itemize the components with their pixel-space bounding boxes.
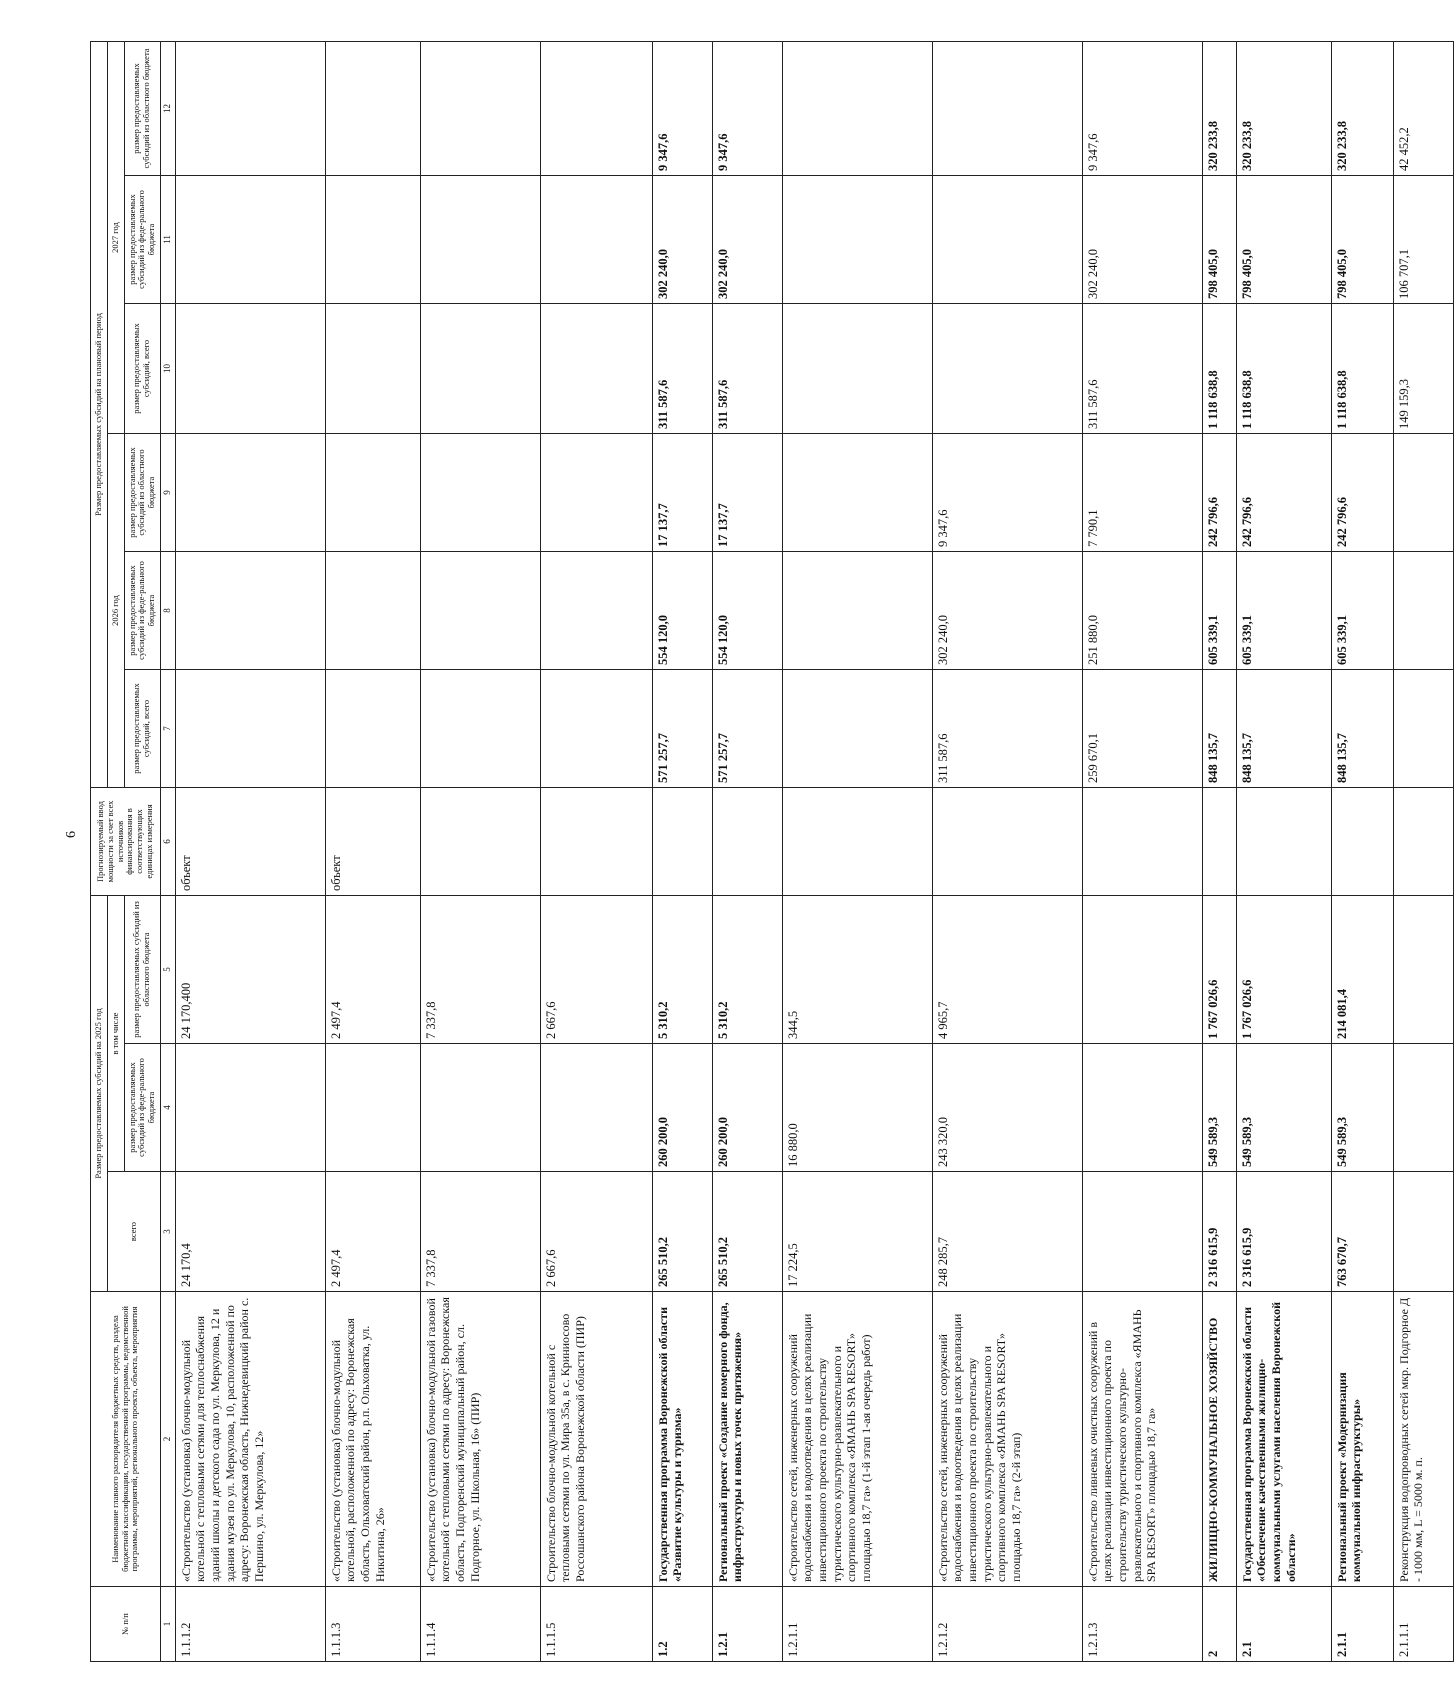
table-row xyxy=(420,41,540,1661)
value-cell: 214 081,4 xyxy=(1331,896,1393,1044)
table-row xyxy=(1331,41,1393,1661)
row-number-cell: 1.1.1.3 xyxy=(325,1587,420,1662)
value-cell: 2 316 615,9 xyxy=(1236,1172,1331,1292)
value-cell: 1 118 638,8 xyxy=(1331,304,1393,434)
value-cell: 311 587,6 xyxy=(652,304,712,434)
header-year-2026: 2026 год xyxy=(107,434,124,788)
table-row xyxy=(1082,41,1202,1661)
value-cell: 1 767 026,6 xyxy=(1236,896,1331,1044)
value-cell xyxy=(1202,788,1236,896)
value-cell xyxy=(1082,1172,1202,1292)
value-cell: 7 337,8 xyxy=(420,1172,540,1292)
table-row xyxy=(932,41,1082,1661)
value-cell: 554 120,0 xyxy=(652,552,712,670)
value-cell xyxy=(540,788,652,896)
value-cell xyxy=(1393,788,1453,896)
value-cell: 242 796,6 xyxy=(1331,434,1393,552)
value-cell xyxy=(540,434,652,552)
value-cell: 242 796,6 xyxy=(1202,434,1236,552)
value-cell xyxy=(1082,1044,1202,1172)
value-cell: 17 224,5 xyxy=(782,1172,932,1292)
row-name-cell: «Строительство сетей, инженерных сооружений водоснабжения и водоотведения в целях реализации инвестиционного проекта по строительству туристического культурно-развлекательного и спортивного комплекса «ЯМАНЬ SPA RESORT» площадью 18,7 га» (2-й этап) xyxy=(932,1292,1082,1587)
value-cell: 571 257,7 xyxy=(712,670,782,788)
table-row xyxy=(540,41,652,1661)
header-name: Наименование главного распорядителя бюджетных средств, раздела бюджетной классификации, государственной программы, ведомственной программы, мероприятий, регионального проекта, объекта, мероприятия xyxy=(91,1292,161,1587)
value-cell: 106 707,1 xyxy=(1393,176,1453,304)
row-name-cell: ЖИЛИЩНО-КОММУНАЛЬНОЕ ХОЗЯЙСТВО xyxy=(1202,1292,1236,1587)
value-cell: 7 790,1 xyxy=(1082,434,1202,552)
row-name-cell: Государственная программа Воронежской области «Обеспечение качественными жилищно-коммунальными услугами населения Воронежской области» xyxy=(1236,1292,1331,1587)
value-cell: 259 670,1 xyxy=(1082,670,1202,788)
header-total-2027: размер предоставляемых субсидий, всего xyxy=(124,304,160,434)
header-total-2025: всего xyxy=(107,1172,160,1292)
value-cell xyxy=(175,434,325,552)
column-index: 7 xyxy=(160,670,175,788)
value-cell xyxy=(1393,1044,1453,1172)
value-cell xyxy=(540,41,652,175)
value-cell: 9 347,6 xyxy=(652,41,712,175)
value-cell xyxy=(420,670,540,788)
table-row xyxy=(712,41,782,1661)
table-row xyxy=(1393,41,1453,1661)
row-number-cell: 1.1.1.4 xyxy=(420,1587,540,1662)
row-number-cell: 1.2.1 xyxy=(712,1587,782,1662)
value-cell xyxy=(325,552,420,670)
value-cell: 9 347,6 xyxy=(712,41,782,175)
column-index-row xyxy=(160,41,175,1661)
value-cell: объект xyxy=(325,788,420,896)
value-cell xyxy=(420,552,540,670)
value-cell: объект xyxy=(175,788,325,896)
row-number-cell: 2.1.1 xyxy=(1331,1587,1393,1662)
value-cell xyxy=(325,176,420,304)
value-cell: 605 339,1 xyxy=(1202,552,1236,670)
header-reg-2027: размер предоставляемых субсидий из областного бюджета xyxy=(124,41,160,175)
row-name-cell: «Строительство (установка) блочно-модульной котельной, расположенной по адресу: Воронежская область, Ольховатский район, р.п. Ольховатка, ул. Никитина, 26» xyxy=(325,1292,420,1587)
value-cell: 24 170,400 xyxy=(175,896,325,1044)
value-cell xyxy=(540,304,652,434)
value-cell xyxy=(712,788,782,896)
table-row xyxy=(782,41,932,1661)
value-cell xyxy=(1082,896,1202,1044)
value-cell xyxy=(932,788,1082,896)
row-name-cell: «Строительство сетей, инженерных сооружений водоснабжения и водоотведения в целях реализации инвестиционного проекта по строительству туристического культурно-развлекательного и спортивного комплекса «ЯМАНЬ SPA RESORT» площадью 18,7 га» (1-й этап 1-ая очередь работ) xyxy=(782,1292,932,1587)
value-cell: 16 880,0 xyxy=(782,1044,932,1172)
value-cell xyxy=(932,304,1082,434)
value-cell: 265 510,2 xyxy=(712,1172,782,1292)
value-cell xyxy=(325,304,420,434)
header-capacity: Прогнозируемый ввод мощности за счет всех источников финансирования в соответствующих единицах измерения xyxy=(91,788,161,896)
value-cell xyxy=(420,176,540,304)
column-index: 8 xyxy=(160,552,175,670)
value-cell: 1 767 026,6 xyxy=(1202,896,1236,1044)
header-fed-2025: размер предоставляемых субсидий из феде-рального бюджета xyxy=(124,1044,160,1172)
value-cell xyxy=(175,176,325,304)
value-cell xyxy=(652,788,712,896)
value-cell: 1 118 638,8 xyxy=(1236,304,1331,434)
row-number-cell: 2 xyxy=(1202,1587,1236,1662)
row-name-cell: «Строительство ливневых очистных сооружений в целях реализации инвестиционного проекта по строительству туристического культурно-развлекательного и спортивного комплекса «ЯМАНЬ SPA RESORT» площадью 18,7 га» xyxy=(1082,1292,1202,1587)
value-cell xyxy=(782,670,932,788)
value-cell: 798 405,0 xyxy=(1236,176,1331,304)
value-cell: 549 589,3 xyxy=(1236,1044,1331,1172)
value-cell: 149 159,3 xyxy=(1393,304,1453,434)
value-cell: 24 170,4 xyxy=(175,1172,325,1292)
row-number-cell: 1.2.1.3 xyxy=(1082,1587,1202,1662)
value-cell: 554 120,0 xyxy=(712,552,782,670)
value-cell: 605 339,1 xyxy=(1331,552,1393,670)
row-name-cell: Региональный проект «Создание номерного фонда, инфраструктуры и новых точек притяжения» xyxy=(712,1292,782,1587)
value-cell xyxy=(325,41,420,175)
value-cell xyxy=(420,788,540,896)
value-cell: 571 257,7 xyxy=(652,670,712,788)
value-cell xyxy=(782,788,932,896)
table-body xyxy=(175,41,1453,1661)
value-cell xyxy=(782,304,932,434)
value-cell: 311 587,6 xyxy=(712,304,782,434)
value-cell: 320 233,8 xyxy=(1331,41,1393,175)
value-cell xyxy=(782,41,932,175)
value-cell xyxy=(1082,788,1202,896)
column-index: 11 xyxy=(160,176,175,304)
column-index: 9 xyxy=(160,434,175,552)
value-cell: 549 589,3 xyxy=(1202,1044,1236,1172)
page-number: 6 xyxy=(64,831,79,838)
value-cell: 2 316 615,9 xyxy=(1202,1172,1236,1292)
header-plan-period: Размер предоставляемых субсидий на плановый период xyxy=(91,41,108,787)
value-cell: 242 796,6 xyxy=(1236,434,1331,552)
value-cell xyxy=(420,304,540,434)
row-number-cell: 1.1.1.5 xyxy=(540,1587,652,1662)
value-cell xyxy=(175,41,325,175)
header-subsidies-2025: Размер предоставляемых субсидий на 2025 год xyxy=(91,896,108,1292)
value-cell xyxy=(1393,670,1453,788)
value-cell xyxy=(175,670,325,788)
value-cell xyxy=(420,1044,540,1172)
value-cell: 42 452,2 xyxy=(1393,41,1453,175)
value-cell: 798 405,0 xyxy=(1331,176,1393,304)
value-cell: 9 347,6 xyxy=(1082,41,1202,175)
value-cell: 311 587,6 xyxy=(1082,304,1202,434)
value-cell: 848 135,7 xyxy=(1236,670,1331,788)
value-cell: 2 497,4 xyxy=(325,896,420,1044)
header-total-2026: размер предоставляемых субсидий, всего xyxy=(124,670,160,788)
column-index: 2 xyxy=(160,1292,175,1587)
value-cell: 251 880,0 xyxy=(1082,552,1202,670)
header-incl: в том числе xyxy=(107,896,124,1172)
value-cell xyxy=(1393,552,1453,670)
value-cell xyxy=(420,434,540,552)
value-cell: 17 137,7 xyxy=(652,434,712,552)
row-name-cell: Региональный проект «Модернизация коммунальной инфраструктуры» xyxy=(1331,1292,1393,1587)
value-cell: 302 240,0 xyxy=(652,176,712,304)
value-cell: 605 339,1 xyxy=(1236,552,1331,670)
value-cell xyxy=(540,176,652,304)
column-index: 1 xyxy=(160,1587,175,1662)
value-cell: 9 347,6 xyxy=(932,434,1082,552)
value-cell xyxy=(932,176,1082,304)
value-cell: 848 135,7 xyxy=(1202,670,1236,788)
rotated-page xyxy=(90,42,1426,1662)
row-name-cell: Государственная программа Воронежской области «Развитие культуры и туризма» xyxy=(652,1292,712,1587)
table-row xyxy=(175,41,325,1661)
value-cell: 1 118 638,8 xyxy=(1202,304,1236,434)
value-cell: 2 497,4 xyxy=(325,1172,420,1292)
value-cell: 763 670,7 xyxy=(1331,1172,1393,1292)
row-number-cell: 2.1.1.1 xyxy=(1393,1587,1453,1662)
column-index: 10 xyxy=(160,304,175,434)
value-cell xyxy=(932,41,1082,175)
row-name-cell: Строительство блочно-модульной котельной с тепловыми сетями по ул. Мира 35а, в с. Криниосово Россошанского района Воронежской области (ПИР) xyxy=(540,1292,652,1587)
value-cell: 248 285,7 xyxy=(932,1172,1082,1292)
value-cell xyxy=(540,1044,652,1172)
value-cell xyxy=(782,434,932,552)
value-cell xyxy=(1393,896,1453,1044)
row-number-cell: 2.1 xyxy=(1236,1587,1331,1662)
value-cell: 344,5 xyxy=(782,896,932,1044)
subsidy-table xyxy=(90,41,1454,1662)
table-row xyxy=(1236,41,1331,1661)
value-cell: 302 240,0 xyxy=(1082,176,1202,304)
value-cell xyxy=(782,552,932,670)
value-cell: 260 200,0 xyxy=(712,1044,782,1172)
value-cell xyxy=(540,670,652,788)
value-cell: 798 405,0 xyxy=(1202,176,1236,304)
value-cell: 302 240,0 xyxy=(932,552,1082,670)
header-no: № п/п xyxy=(91,1587,161,1662)
value-cell: 7 337,8 xyxy=(420,896,540,1044)
column-index: 3 xyxy=(160,1172,175,1292)
table-row xyxy=(325,41,420,1661)
value-cell: 302 240,0 xyxy=(712,176,782,304)
value-cell: 848 135,7 xyxy=(1331,670,1393,788)
value-cell: 5 310,2 xyxy=(652,896,712,1044)
row-name-cell: Реконструкция водопроводных сетей мкр. Подгорное Д - 1000 мм, L = 5000 м. п. xyxy=(1393,1292,1453,1587)
row-name-cell: «Строительство (установка) блочно-модульной котельной с тепловыми сетями для теплоснабжения зданий школы и детского сада по ул. Меркулова, 12 и здания музея по ул. Меркулова, 10, расположенной по адресу: Воронежская область, Нижнедевицкий район с. Першино, ул. Меркулова, 12» xyxy=(175,1292,325,1587)
value-cell xyxy=(782,176,932,304)
value-cell xyxy=(1236,788,1331,896)
header-reg-2025: размер предоставляемых субсидий из областного бюджета xyxy=(124,896,160,1044)
value-cell xyxy=(420,41,540,175)
value-cell xyxy=(1393,1172,1453,1292)
column-index: 12 xyxy=(160,41,175,175)
header-fed-2026: размер предоставляемых субсидий из феде-рального бюджета xyxy=(124,552,160,670)
value-cell: 2 667,6 xyxy=(540,1172,652,1292)
value-cell: 4 965,7 xyxy=(932,896,1082,1044)
row-number-cell: 1.1.1.2 xyxy=(175,1587,325,1662)
header-year-2027: 2027 год xyxy=(107,41,124,433)
table-row xyxy=(652,41,712,1661)
value-cell: 2 667,6 xyxy=(540,896,652,1044)
value-cell: 265 510,2 xyxy=(652,1172,712,1292)
column-index: 4 xyxy=(160,1044,175,1172)
value-cell: 320 233,8 xyxy=(1202,41,1236,175)
value-cell: 17 137,7 xyxy=(712,434,782,552)
value-cell xyxy=(540,552,652,670)
header-fed-2027: размер предоставляемых субсидий из феде-рального бюджета xyxy=(124,176,160,304)
row-number-cell: 1.2.1.2 xyxy=(932,1587,1082,1662)
table-row xyxy=(1202,41,1236,1661)
value-cell xyxy=(325,1044,420,1172)
column-index: 6 xyxy=(160,788,175,896)
row-number-cell: 1.2.1.1 xyxy=(782,1587,932,1662)
value-cell xyxy=(325,434,420,552)
value-cell: 260 200,0 xyxy=(652,1044,712,1172)
value-cell: 243 320,0 xyxy=(932,1044,1082,1172)
value-cell: 320 233,8 xyxy=(1236,41,1331,175)
row-name-cell: «Строительство (установка) блочно-модульной газовой котельной с тепловыми сетями по адресу: Воронежская область, Подгоренский муниципальный район, сл. Подгорное, ул. Школьная, 16» (ПИР) xyxy=(420,1292,540,1587)
value-cell xyxy=(175,552,325,670)
value-cell xyxy=(175,1044,325,1172)
value-cell: 311 587,6 xyxy=(932,670,1082,788)
row-number-cell: 1.2 xyxy=(652,1587,712,1662)
value-cell: 5 310,2 xyxy=(712,896,782,1044)
header-reg-2026: размер предоставляемых субсидий из областного бюджета xyxy=(124,434,160,552)
value-cell xyxy=(1393,434,1453,552)
value-cell: 549 589,3 xyxy=(1331,1044,1393,1172)
column-index: 5 xyxy=(160,896,175,1044)
value-cell xyxy=(325,670,420,788)
value-cell xyxy=(1331,788,1393,896)
value-cell xyxy=(175,304,325,434)
